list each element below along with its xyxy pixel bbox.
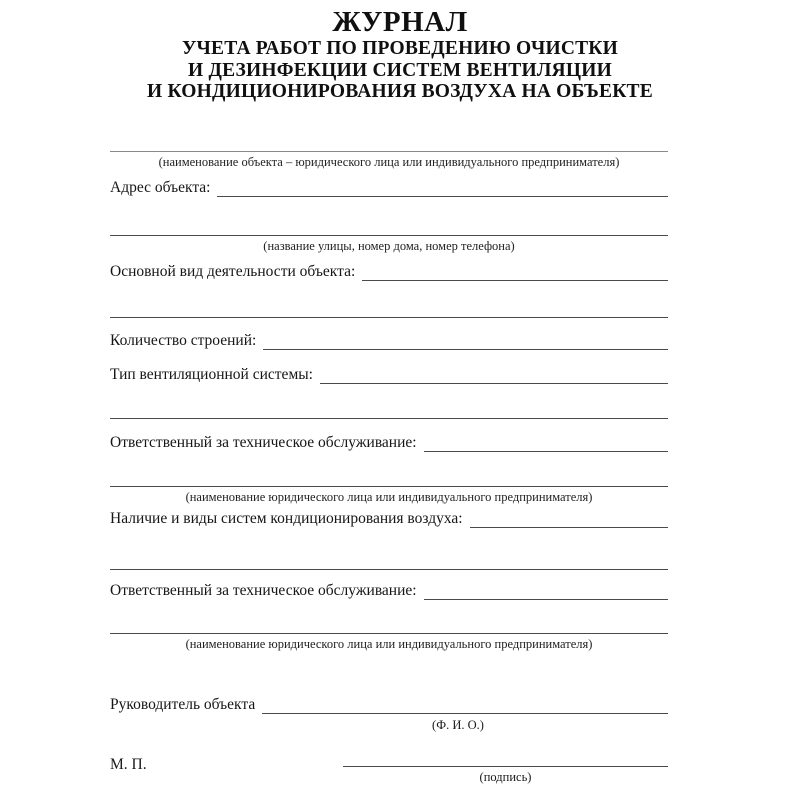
address-label: Адрес объекта: xyxy=(110,179,211,196)
head-fio-caption: (Ф. И. О.) xyxy=(432,718,484,732)
journal-title: ЖУРНАЛ xyxy=(332,6,468,38)
vent-type-line2 xyxy=(110,418,668,419)
signature-line xyxy=(343,766,668,767)
activity-label: Основной вид деятельности объекта: xyxy=(110,263,356,280)
responsible1-caption: (наименование юридического лица или индивидуального предпринимателя) xyxy=(185,490,593,504)
head-row xyxy=(110,696,668,714)
page-title xyxy=(0,6,800,103)
responsible1-row xyxy=(110,434,668,452)
journal-subtitle-3: И КОНДИЦИОНИРОВАНИЯ ВОЗДУХА НА ОБЪЕКТЕ xyxy=(147,81,653,102)
responsible2-label: Ответственный за техническое обслуживание: xyxy=(110,582,417,599)
activity-line2 xyxy=(110,317,668,318)
stamp-label: М. П. xyxy=(110,756,147,773)
street-caption: (название улицы, номер дома, номер телефона) xyxy=(263,239,515,253)
object-name-line xyxy=(110,151,668,152)
conditioning-line xyxy=(470,509,668,528)
journal-subtitle-1: УЧЕТА РАБОТ ПО ПРОВЕДЕНИЮ ОЧИСТКИ xyxy=(181,38,619,59)
responsible1-label: Ответственный за техническое обслуживание: xyxy=(110,434,417,451)
object-name-caption: (наименование объекта – юридического лица или индивидуального предпринимателя) xyxy=(158,155,620,169)
conditioning-row xyxy=(110,510,668,528)
address-line xyxy=(217,178,668,197)
buildings-label: Количество строений: xyxy=(110,332,257,349)
responsible1-line2 xyxy=(110,486,668,487)
conditioning-line2 xyxy=(110,569,668,570)
journal-subtitle-2: И ДЕЗИНФЕКЦИИ СИСТЕМ ВЕНТИЛЯЦИИ xyxy=(188,59,612,81)
responsible2-line xyxy=(424,581,668,600)
responsible1-line xyxy=(424,433,668,452)
responsible2-row xyxy=(110,582,668,600)
vent-type-line xyxy=(320,365,668,384)
conditioning-label: Наличие и виды систем кондиционирования воздуха: xyxy=(110,510,463,527)
responsible2-caption: (наименование юридического лица или индивидуального предпринимателя) xyxy=(185,637,593,651)
address-row xyxy=(110,179,668,197)
responsible2-line2 xyxy=(110,633,668,634)
vent-type-label: Тип вентиляционной системы: xyxy=(110,366,313,383)
head-label: Руководитель объекта xyxy=(110,696,256,713)
signature-caption: (подпись) xyxy=(479,770,532,784)
vent-type-row xyxy=(110,366,668,384)
activity-row xyxy=(110,263,668,281)
buildings-row xyxy=(110,332,668,350)
head-line xyxy=(262,695,668,714)
activity-line xyxy=(362,262,668,281)
street-line xyxy=(110,235,668,236)
buildings-line xyxy=(263,331,668,350)
